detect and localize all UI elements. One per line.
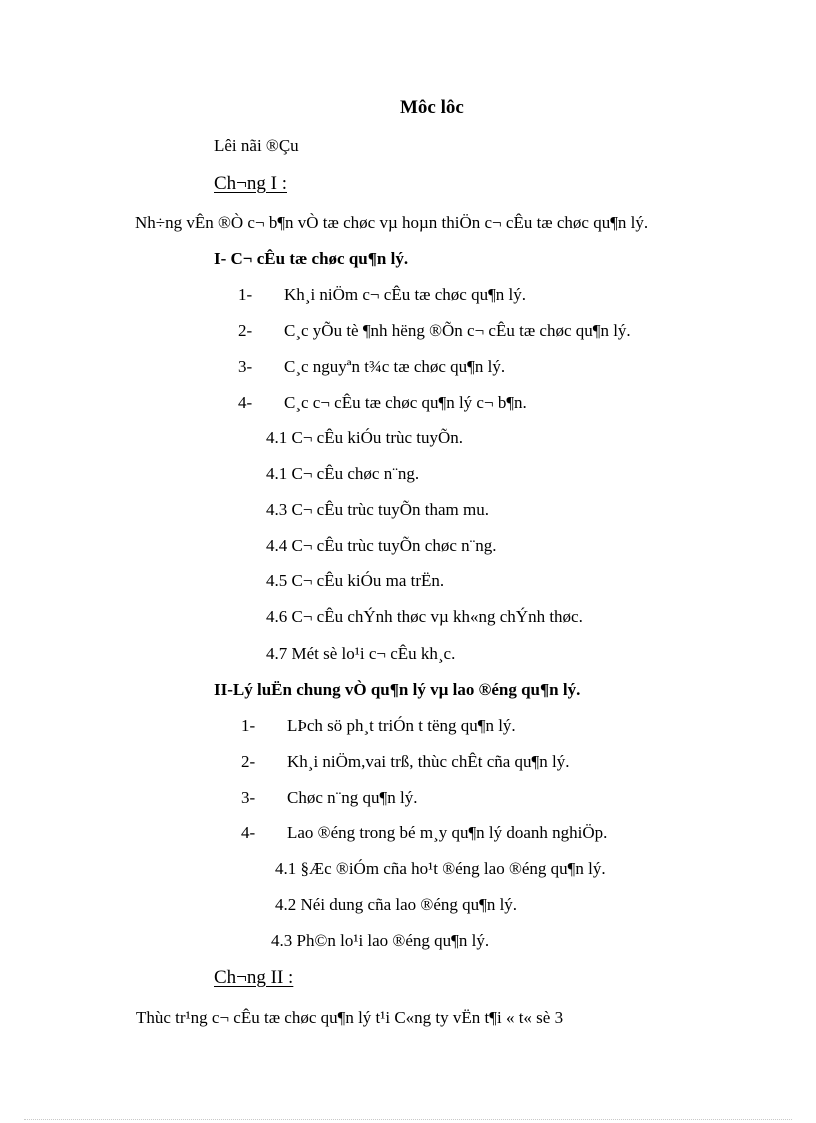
item-number: 1- [238,285,253,304]
preface-entry: Lêi nãi ®Çu [214,136,299,155]
item-number: 3- [238,357,253,376]
item-number: 4- [238,393,253,412]
item-number: 2- [238,321,253,340]
toc-subitem: 4.1 C¬ cÊu kiÓu trùc tuyÕn. [266,428,464,447]
toc-subitem: 4.5 C¬ cÊu kiÓu ma trËn. [266,571,445,590]
toc-subitem: 4.2 Néi dung cña lao ®éng qu¶n lý. [275,895,518,914]
item-number: 2- [241,752,256,771]
toc-subitem: 4.3 Ph©n lo¹i lao ®éng qu¶n lý. [271,931,490,950]
section-2-heading: II-Lý luËn chung vÒ qu¶n lý vµ lao ®éng qu¶n lý. [214,680,581,699]
toc-item [241,752,569,772]
item-text: Chøc n¨ng qu¶n lý. [287,788,418,807]
toc-item [238,321,631,341]
chapter-2-subtitle: Thùc tr¹ng c¬ cÊu tæ chøc qu¶n lý t¹i C«ng ty vËn t¶i « t« sè 3 [136,1008,564,1027]
item-number: 4- [241,823,256,842]
toc-item [238,393,527,413]
toc-item [241,788,417,808]
toc-subitem: 4.6 C¬ cÊu chÝnh thøc vµ kh«ng chÝnh thøc. [266,607,583,626]
toc-subitem: 4.3 C¬ cÊu trùc tuyÕn tham mu. [266,500,490,519]
toc-item [238,285,526,305]
toc-item [241,716,516,736]
item-number: 3- [241,788,256,807]
item-text: C¸c yÕu tè ¶nh hëng ®Õn c¬ cÊu tæ chøc qu¶n lý. [284,321,631,340]
toc-item [238,357,505,377]
toc-subitem: 4.1 §Æc ®iÓm cña ho¹t ®éng lao ®éng qu¶n lý. [275,859,606,878]
item-text: C¸c c¬ cÊu tæ chøc qu¶n lý c¬ b¶n. [284,393,527,412]
toc-subitem: 4.7 Mét sè lo¹i c¬ cÊu kh¸c. [266,644,456,663]
section-1-heading: I- C¬ cÊu tæ chøc qu¶n lý. [214,249,409,268]
item-number: 1- [241,716,256,735]
page-title: Môc lôc [400,97,464,118]
item-text: LÞch sö ph¸t triÓn t tëng qu¶n lý. [287,716,516,735]
item-text: Kh¸i niÖm,vai trß, thùc chÊt cña qu¶n lý. [287,752,570,771]
toc-subitem: 4.1 C¬ cÊu chøc n¨ng. [266,464,420,483]
toc-item [241,823,607,843]
item-text: Kh¸i niÖm c¬ cÊu tæ chøc qu¶n lý. [284,285,527,304]
item-text: C¸c nguyªn t¾c tæ chøc qu¶n lý. [284,357,506,376]
page-bottom-rule [24,1119,792,1120]
chapter-2-heading: Ch¬ng II : [214,967,294,988]
item-text: Lao ®éng trong bé m¸y qu¶n lý doanh nghiÖp. [287,823,608,842]
toc-subitem: 4.4 C¬ cÊu trùc tuyÕn chøc n¨ng. [266,536,497,555]
chapter-1-heading: Ch¬ng I : [214,173,287,194]
chapter-1-subtitle: Nh÷ng vÊn ®Ò c¬ b¶n vÒ tæ chøc vµ hoµn thiÖn c¬ cÊu tæ chøc qu¶n lý. [135,213,649,232]
